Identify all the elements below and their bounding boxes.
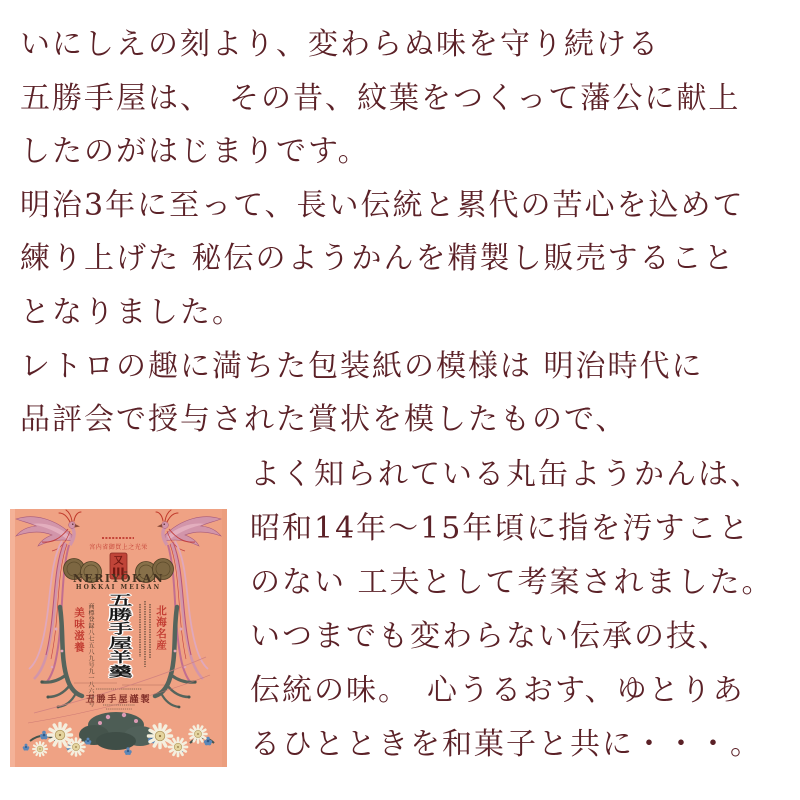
trademark-registration-vertical: 商標登録八七五八九号九一八六四号 <box>87 603 94 707</box>
brand-romaji-subtext: HOKKAI MEISAN <box>75 584 162 591</box>
story-line: いにしえの刻より、変わらぬ味を守り続ける <box>20 27 660 62</box>
story-line: レトロの趣に満ちた包装紙の模様は 明治時代に <box>20 348 704 384</box>
story-line: よく知られている丸缶ようかんは、 <box>250 457 762 492</box>
imperial-note-text: 宮内省御買上之光栄 <box>89 544 148 551</box>
bimi-jiyo-vertical: 美味滋養 <box>73 607 85 653</box>
story-line: 練り上げた 秘伝のようかんを精製し販売すること <box>20 241 736 277</box>
story-line: のない 工夫として考案されました。 <box>250 565 774 600</box>
emblem-character: 又 <box>113 556 124 567</box>
story-text-beside-image <box>250 448 774 772</box>
story-line: 明治3年に至って、長い伝統と累代の苦心を込めて <box>20 187 745 223</box>
story-line: となりました。 <box>20 294 244 330</box>
vintage-wrapping-paper-image <box>10 509 227 767</box>
story-line: 品評会で授与された賞状を模したもので、 <box>20 402 628 438</box>
story-line: いつまでも変わらない伝承の技、 <box>250 619 730 654</box>
story-line: 五勝手屋は、 その昔、紋葉をつくって藩公に献上 <box>20 80 741 116</box>
story-line: 伝統の味。 心うるおす、ゆとりあ <box>250 673 745 708</box>
story-line: るひとときを和菓子と共に・・・。 <box>250 727 762 762</box>
story-line: したのがはじまりです。 <box>20 134 370 170</box>
story-text-upper <box>20 18 745 447</box>
label-title-vertical: 五勝手屋羊羹 <box>104 593 133 679</box>
story-line: 昭和14年～15年頃に指を汚すこと <box>250 511 751 546</box>
hokkai-meisan-vertical: 北海名産 <box>155 605 167 651</box>
brand-romaji-text: NERIYŌKAN <box>72 572 165 585</box>
maker-name-text: 五勝手屋謹製 <box>85 695 152 705</box>
